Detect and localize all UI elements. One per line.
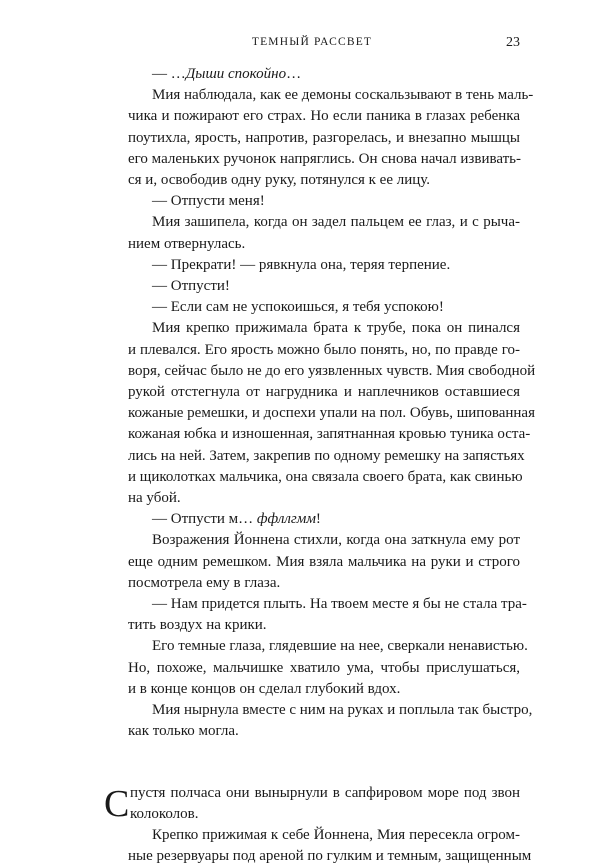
page-header — [104, 36, 520, 54]
paragraph — [104, 318, 536, 509]
running-title: ТЕМНЫЙ РАССВЕТ — [251, 36, 373, 48]
paragraph — [104, 700, 533, 742]
text-line: колоколов. — [130, 805, 199, 822]
text-line: и плевался. Его ярость можно было понять, но, по правде го- — [128, 341, 520, 358]
paragraph — [104, 509, 520, 530]
text-line: как только могла. — [128, 723, 239, 740]
text-line: лись на ней. Затем, закрепив по одному ремешку на запястьях — [128, 447, 525, 464]
text-line: кожаная юбка и изношенная, запятнанная кровью туника оста- — [128, 426, 531, 443]
paragraph — [104, 212, 520, 254]
text-line: Его темные глаза, глядевшие на нее, сверкали ненавистью. — [152, 638, 528, 655]
text-line: — Отпусти м… ффллгмм! — [152, 511, 321, 528]
text-line: воря, сейчас было не до его уязвленных чувств. Мия свободной — [128, 362, 536, 379]
text-line: тить воздух на крики. — [128, 617, 267, 634]
text-line: ся и, освободив одну руку, потянулся к ее лицу. — [128, 172, 431, 189]
text-line: Крепко прижимая к себе Йоннена, Мия пересекла огром- — [152, 826, 520, 843]
text-line: — …Дыши спокойно… — [152, 66, 302, 82]
body-text — [104, 64, 536, 867]
paragraph — [104, 594, 527, 636]
italic-phrase: Дыши спокойно — [185, 66, 287, 82]
text-line: поутихла, ярость, напротив, разгорелась, и внезапно мышцы — [128, 129, 520, 146]
text-line: пустя полчаса они вынырнули в сапфировом море под звон — [130, 784, 520, 801]
paragraph — [104, 85, 534, 191]
italic-phrase: ффллгмм — [256, 511, 316, 528]
paragraph — [104, 297, 520, 318]
text-line: — Отпусти меня! — [152, 193, 265, 210]
text-line: и в конце концов он сделал глубокий вдох. — [128, 680, 401, 697]
text-line: посмотрела ему в глаза. — [128, 574, 281, 591]
paragraph — [104, 825, 532, 867]
text-line: рукой отстегнула от нагрудника и наплечников оставшиеся — [128, 384, 520, 401]
text-line: еще одним ремешком. Мия взяла мальчика на руки и строго — [128, 553, 520, 570]
text-line: кожаные ремешки, и доспехи упали на пол. Обувь, шипованная — [128, 405, 535, 422]
section-break — [104, 743, 520, 783]
text-line: ные резервуары под ареной по гулким и темным, защищенным — [128, 848, 532, 865]
drop-cap: С — [104, 782, 130, 825]
paragraph — [104, 530, 520, 594]
paragraph — [104, 64, 520, 85]
paragraph — [104, 276, 520, 297]
text-line: — Прекрати! — рявкнула она, теряя терпение. — [152, 256, 451, 273]
text-line: чика и пожирают его страх. Но если паника в глазах ребенка — [128, 108, 520, 125]
text-line: на убой. — [128, 490, 181, 507]
paragraph — [104, 255, 520, 276]
text-line: нием отвернулась. — [128, 235, 246, 252]
text-line: — Если сам не успокоишься, я тебя успокою! — [152, 299, 444, 316]
text-line: — Нам придется плыть. На твоем месте я бы не стала тра- — [152, 596, 527, 613]
text-line: Мия зашипела, когда он задел пальцем ее глаз, и с рыча- — [152, 214, 520, 231]
text-line: Мия крепко прижимала брата к трубе, пока он пинался — [152, 320, 520, 337]
drop-cap-paragraph — [104, 783, 520, 825]
text-line: Но, похоже, мальчишке хватило ума, чтобы прислушаться, — [128, 659, 520, 676]
paragraph — [104, 191, 520, 212]
text-line: его маленьких ручонок напряглись. Он снова начал извивать- — [128, 150, 522, 167]
text-line: и щиколотках мальчика, она связала своего брата, как свинью — [128, 468, 523, 485]
text-line: — Отпусти! — [152, 278, 230, 295]
text-line: Возражения Йоннена стихли, когда она заткнула ему рот — [152, 532, 520, 549]
text-line: Мия наблюдала, как ее демоны соскальзывают в тень маль- — [152, 87, 534, 104]
text-line: Мия нырнула вместе с ним на руках и поплыла так быстро, — [152, 702, 533, 719]
page-number: 23 — [506, 35, 520, 50]
paragraph — [104, 636, 528, 700]
